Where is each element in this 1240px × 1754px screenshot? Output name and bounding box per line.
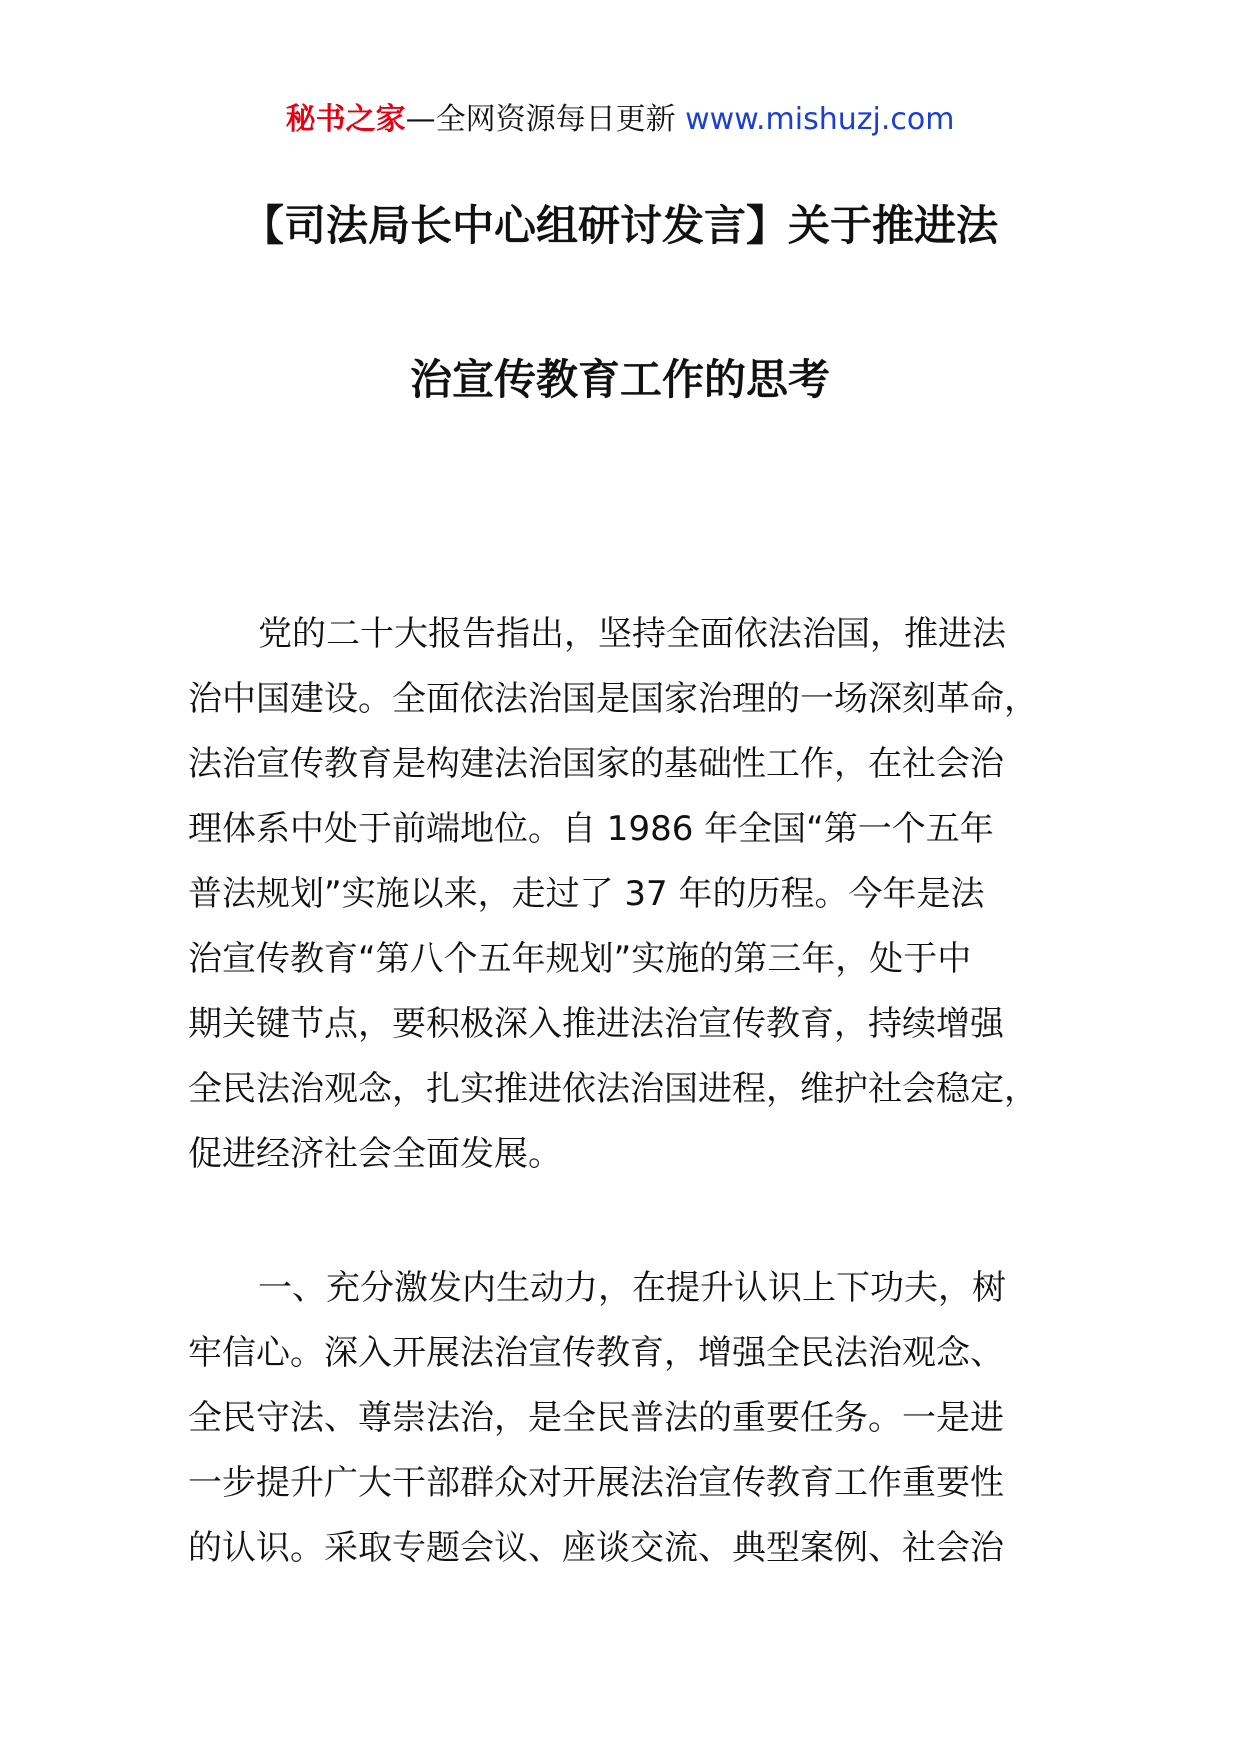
paragraph-line: 期关键节点，要积极深入推进法治宣传教育，持续增强 xyxy=(188,1004,1004,1044)
paragraph-line: 理体系中处于前端地位。自 1986 年全国“第一个五年 xyxy=(188,809,994,849)
paragraph-line: 牢信心。深入开展法治宣传教育，增强全民法治观念、 xyxy=(188,1333,1004,1373)
paragraph-line: 一步提升广大干部群众对开展法治宣传教育工作重要性 xyxy=(188,1463,1004,1503)
paragraph-line: 促进经济社会全面发展。 xyxy=(188,1134,562,1174)
paragraph-line: 全民守法、尊崇法治，是全民普法的重要任务。一是进 xyxy=(188,1398,1004,1438)
paragraph-line: 普法规划”实施以来，走过了 37 年的历程。今年是法 xyxy=(188,874,985,914)
paragraph-section-one xyxy=(188,1256,1088,1581)
site-header xyxy=(0,100,1240,140)
document-title-line-2: 治宣传教育工作的思考 xyxy=(409,355,830,404)
paragraph-line: 的认识。采取专题会议、座谈交流、典型案例、社会治 xyxy=(188,1528,1004,1568)
site-brand: 秘书之家 xyxy=(285,102,406,137)
document-title-line-1: 【司法局长中心组研讨发言】关于推进法 xyxy=(241,201,998,250)
paragraph-line: 治中国建设。全面依法治国是国家治理的一场深刻革命， xyxy=(188,679,1038,719)
paragraph-line: 全民法治观念，扎实推进依法治国进程，维护社会稳定， xyxy=(188,1069,1038,1109)
paragraph-line: 治宣传教育“第八个五年规划”实施的第三年，处于中 xyxy=(188,939,972,979)
paragraph-line: 一、充分激发内生动力，在提升认识上下功夫，树 xyxy=(258,1268,1006,1308)
site-tagline: —全网资源每日更新 xyxy=(405,102,686,137)
paragraph-line: 党的二十大报告指出，坚持全面依法治国，推进法 xyxy=(258,614,1006,654)
paragraph-line: 法治宣传教育是构建法治国家的基础性工作，在社会治 xyxy=(188,744,1004,784)
site-url[interactable]: www.mishuzj.com xyxy=(685,102,955,137)
paragraph-intro xyxy=(188,602,1088,1187)
